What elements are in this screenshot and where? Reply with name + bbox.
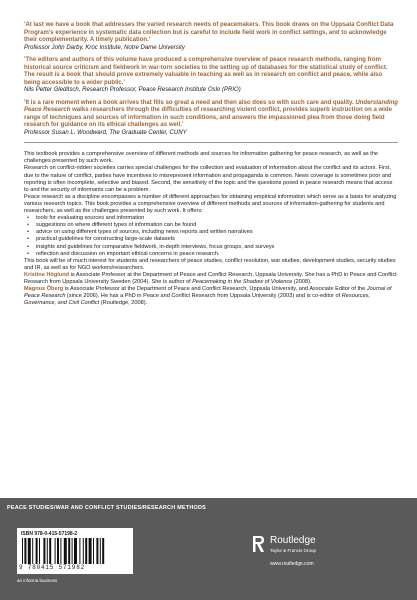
barcode-bar	[79, 538, 80, 564]
description-paragraph: Research on conflict-ridden societies carries special challenges for the collection and evaluation of information about the conflict and its actors. First, due to the nature of conflict, parties have incentives to misrepresent information and propaganda is common. News coverage is sometimes poor and reporting is often incomplete, selective and biased. Second, the sensitivity of the topic and the questions posed in peace research means that access to and the security of informants can be a problem.	[24, 165, 393, 193]
barcode-bar	[28, 538, 31, 564]
list-item: • insights and guidelines for comparative fieldwork, in-depth interviews, focus groups, and surveys	[36, 244, 398, 251]
endorsement-3	[24, 100, 398, 138]
book-title: Understanding Peace Research	[24, 99, 398, 114]
publisher-url[interactable]: www.routledge.com	[270, 561, 314, 567]
barcode-bar	[85, 538, 87, 564]
barcode-bar	[49, 538, 51, 564]
journal-title: Journal of Peace Research	[24, 286, 392, 300]
barcode-bar	[55, 538, 56, 564]
barcode-bar	[96, 538, 98, 564]
bio-text: (2008).	[292, 278, 312, 285]
barcode-digits: 9 780415 571982	[19, 564, 86, 571]
barcode-bar	[24, 538, 26, 564]
endorsement-quote: 'The editors and authors of this volume have produced a comprehensive overview of peace research methods, ranging from historical source criticism and fieldwork in war-torn societies to the setting up of databases for the statistical study of conflict. The result is a book that should prove extremely valuable in teaching as well as in research on conflict and peace, while also being accessible to a wider public.'	[24, 57, 388, 86]
endorsement-attribution: Nils Petter Gleditsch, Research Professor, Peace Research Institute Oslo (PRIO)	[24, 87, 241, 94]
barcode-bar	[36, 538, 38, 564]
endorsement-attribution: Professor John Darby, Kroc Institute, Notre Dame University	[24, 44, 185, 51]
barcode-bar	[57, 538, 59, 564]
description-paragraph: This book will be of much interest for students and researchers of peace studies, conflict resolution, war studies, development studies, security studies and IR, as well as for NGO workers/researchers.	[24, 257, 396, 271]
author-name: Kristine Höglund	[24, 271, 70, 278]
list-item: • practical guidelines for constructing large-scale datasets	[36, 236, 398, 243]
barcode-bar	[64, 538, 67, 564]
bio-text: is Associate Professor at the Department of Peace and Conflict Research, Uppsala University, and Associate Editor of the	[63, 286, 367, 293]
barcode-bar	[22, 538, 23, 564]
routledge-logo-icon	[251, 535, 265, 553]
author-bio-1	[24, 272, 398, 286]
barcode-bar	[43, 538, 45, 564]
quote-part: 'It is a rare moment when a book arrives that fills so great a need and then also does so with such care and quality.	[24, 99, 356, 106]
endorsement-1	[24, 22, 398, 52]
endorsement-attribution: Professor Susan L. Woodward, The Graduate Center, CUNY	[24, 129, 187, 136]
barcode-bar	[68, 538, 70, 564]
author-name: Magnus Öberg	[24, 286, 64, 293]
publisher-group: Taylor & Francis Group	[270, 548, 317, 553]
subject-series: PEACE STUDIES/WAR AND CONFLICT STUDIES/RESEARCH METHODS	[7, 505, 207, 511]
barcode-bar	[74, 538, 77, 564]
barcode-bar	[89, 538, 92, 564]
list-item: • tools for evaluating sources and information	[36, 215, 398, 222]
barcode-bar	[72, 538, 73, 564]
book-title: Resources, Governance, and Civil Conflict	[24, 293, 371, 307]
endorsement-quote: 'At last we have a book that addresses the varied research needs of peacemakers. This book draws on the Uppsala Conflict Data Program's experience in systematic data collection but is careful to include field work in conflict settings, and to acknowledge their complementarity. A timely publication.'	[24, 22, 394, 43]
barcode-bar	[32, 538, 33, 564]
bio-text: (Routledge, 2008).	[99, 300, 148, 307]
quote-part: walks researchers through the difficulties of researching violent conflict, provides superb instruction on a wide range of techniques and sources of information in such conditions, and answers the impassioned plea from those doing field research for guidance on its ethical challenges as well.'	[24, 107, 392, 129]
book-title: Peacemaking in the Shadow of Violence	[192, 278, 293, 285]
barcode-bar	[60, 538, 61, 564]
publisher-name: Routledge	[270, 535, 316, 546]
book-description	[24, 151, 398, 307]
barcode-bar	[47, 538, 48, 564]
offer-list	[24, 215, 398, 258]
list-item: • reflection and discussion on important ethical concerns in peace research.	[36, 251, 398, 258]
barcode-bar	[102, 538, 104, 564]
barcode-panel	[17, 528, 133, 574]
divider	[24, 142, 398, 143]
barcode-bar	[100, 538, 101, 564]
description-paragraph: This textbook provides a comprehensive overview of different methods and sources for information gathering for peace research, as well as the challenges presented by such work.	[24, 151, 379, 165]
barcode-bar	[39, 538, 40, 564]
barcode-icon	[20, 538, 130, 564]
bio-text: (since 2006). He has a PhD in Peace and Conflict Research from Uppsala University (2003) and is co-editor of	[65, 293, 342, 300]
list-item: • suggestions on where different types of information can be found	[36, 222, 398, 229]
description-paragraph: Peace research as a discipline encompasses a number of different approaches for obtaining empirical information which serve as a basis for analyzing various research topics. This book provides a comprehensive overview of different methods and sources of information-gathering for students and researchers, as well as the challenges presented by such work. It offers:	[24, 193, 397, 215]
bio-text: is Associate Professor at the Department of Peace and Conflict Research, Uppsala University. She has a PhD in Peace and Conflict Research from Uppsala University Sweden (2004). She is author of	[24, 271, 397, 285]
list-item: • advice on using different types of sources, including news reports and written narratives	[36, 229, 398, 236]
barcode-bar	[93, 538, 94, 564]
text-column	[24, 22, 398, 307]
barcode-bar	[83, 538, 84, 564]
isbn-label: ISBN 978-0-415-57198-2	[21, 531, 78, 537]
author-bio-2	[24, 286, 398, 307]
endorsement-2	[24, 57, 398, 95]
endorsement-quote	[24, 100, 398, 130]
informa-tagline: an informa business	[17, 578, 58, 583]
